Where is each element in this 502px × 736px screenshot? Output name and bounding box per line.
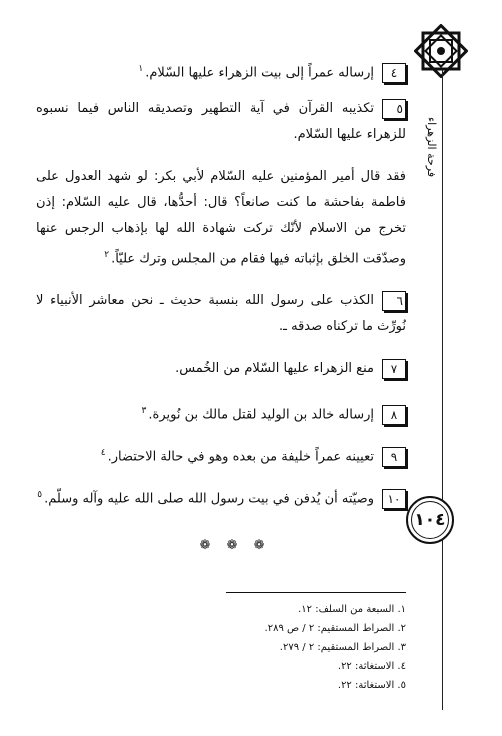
item-text: إرساله عمراً إلى بيت الزهراء عليها السّلام. — [145, 65, 374, 81]
item-text: إرساله خالد بن الوليد لقتل مالك بن نُويرة. — [148, 407, 374, 423]
list-item — [36, 96, 406, 148]
list-item — [36, 56, 406, 86]
footnote: ٤. الاستغاثة: ٢٢. — [337, 661, 406, 672]
footnote-ref: ٤ — [100, 448, 106, 458]
footnote-divider — [226, 592, 406, 593]
footnote: ٥. الاستغاثة: ٢٢. — [337, 680, 406, 691]
footnote-ref: ١ — [138, 64, 144, 74]
page-number: ١٠٤ — [406, 496, 454, 544]
item-number: ٤ — [382, 63, 406, 83]
item-number: ١٠ — [382, 489, 406, 509]
item-number: ٥ — [382, 99, 406, 119]
footnote-ref: ٥ — [37, 490, 43, 500]
item-text: وصيّته أن يُدفن في بيت رسول الله صلى الله عليه وآله وسلّم. — [44, 491, 374, 507]
item-text: الكذب على رسول الله بنسبة حديث ـ نحن معاشر الأنبياء لا نُورِّث ما تركناه صدقه ـ. — [36, 293, 406, 334]
footnote: ٢. الصراط المستقيم: ٢ / ص ٢٨٩. — [264, 623, 406, 634]
body-paragraph — [36, 164, 406, 272]
footnote-ref: ٢ — [104, 250, 110, 260]
ornament-icon — [414, 24, 468, 78]
running-title: فرحة الزهراء — [425, 116, 438, 178]
footnote-ref: ٣ — [141, 406, 147, 416]
footnote: ٣. الصراط المستقيم: ٢ / ٢٧٩. — [279, 642, 406, 653]
list-item — [36, 288, 406, 340]
item-number: ٦ — [382, 291, 406, 311]
footnotes — [120, 600, 406, 695]
paragraph-text: فقد قال أمير المؤمنين عليه السّلام لأبي بكر: لو شهد العدول على فاطمة بفاحشة ما كنت صانعاً؟ قال: أحدُّها، قال عليه السّلام: إذن تخرج من الاسلام لأنّك تركت شهادة الله لها بإذهاب الرجس عنها وصدّقت الخلق بإثباته فيها فقام من المجلس وترك عليّاً. — [36, 169, 406, 267]
item-number: ٧ — [382, 359, 406, 379]
item-text: تكذيبه القرآن في آية التطهير وتصديقه الناس فيما نسبوه للزهراء عليها السّلام. — [36, 101, 406, 142]
footnote: ١. السبعة من السلف: ١٢. — [298, 604, 406, 615]
item-text: تعيينه عمراً خليفة من بعده وهو في حالة الاحتضار. — [107, 449, 374, 465]
list-item — [36, 398, 406, 428]
item-number: ٩ — [382, 447, 406, 467]
item-text: منع الزهراء عليها السّلام من الخُمس. — [175, 361, 374, 376]
section-separator: ❁ ❁ ❁ — [199, 538, 271, 553]
list-item — [36, 440, 406, 470]
item-number: ٨ — [382, 405, 406, 425]
list-item — [36, 356, 406, 382]
list-item — [36, 482, 406, 512]
side-rule — [442, 70, 443, 710]
